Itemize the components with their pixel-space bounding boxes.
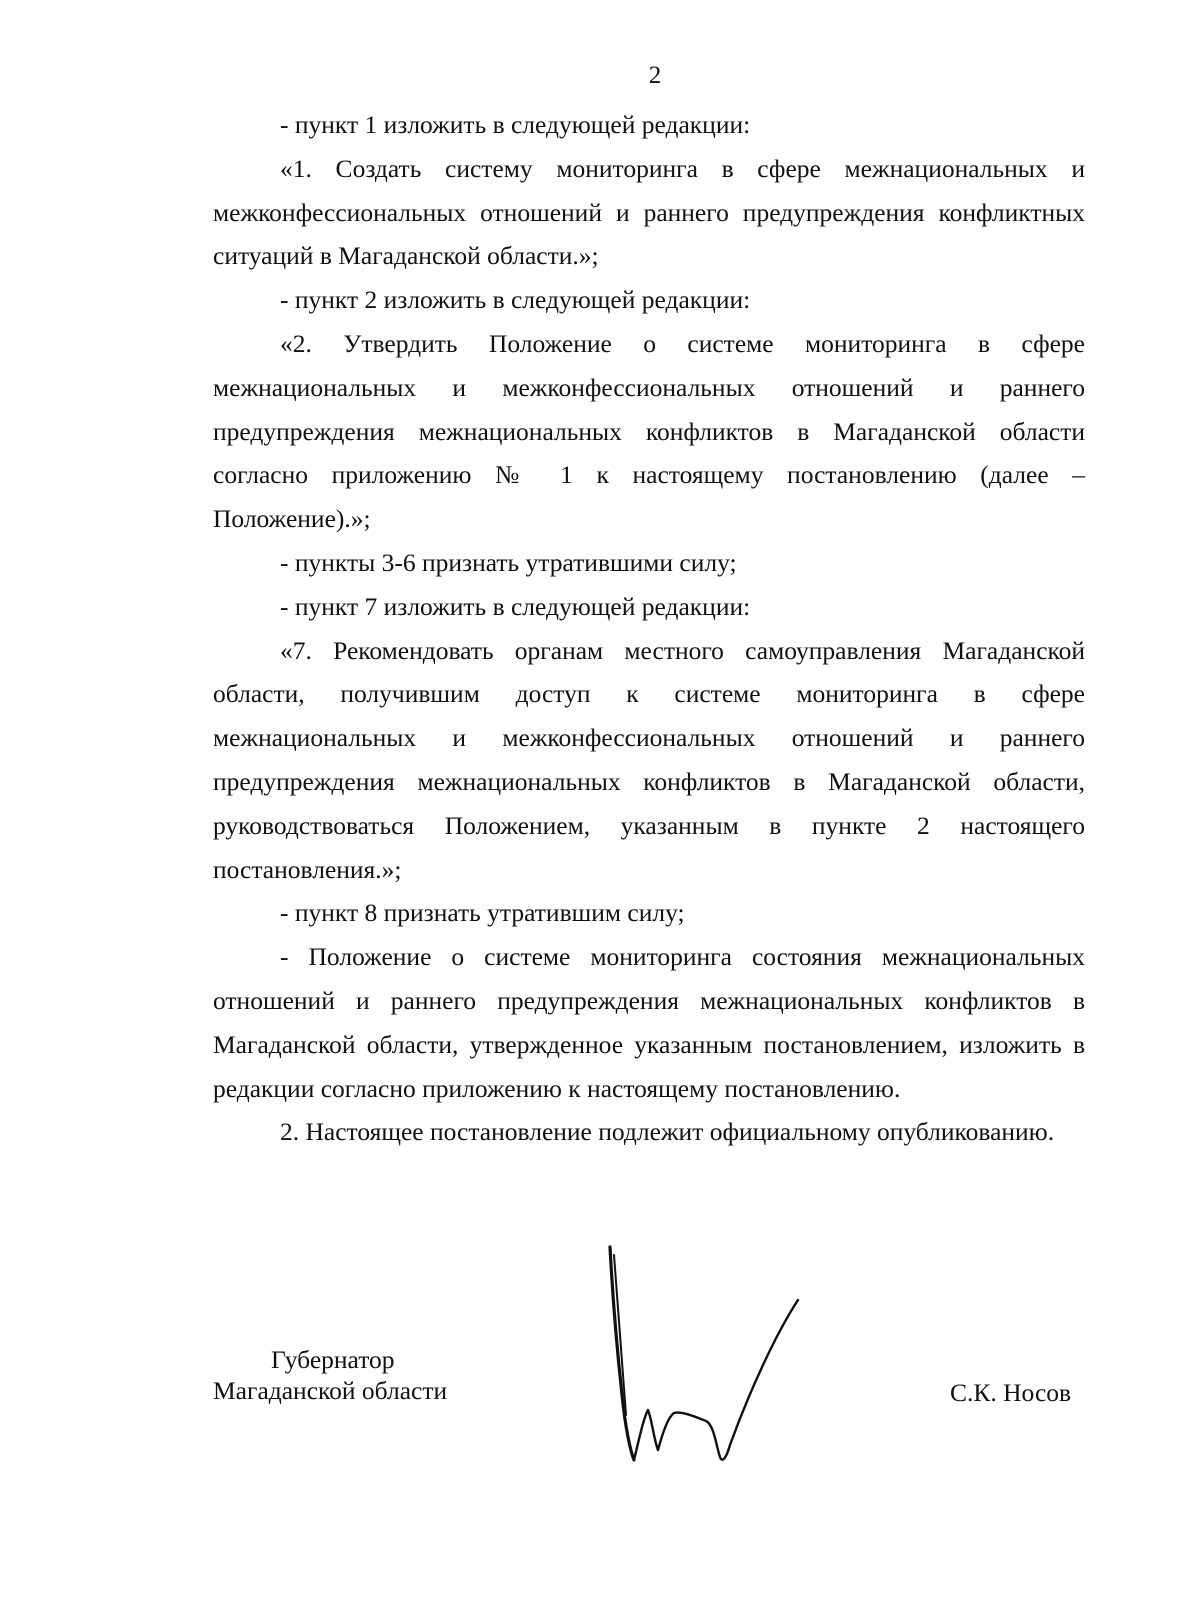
signatory-name: С.К. Носов bbox=[950, 1378, 1072, 1407]
paragraph-item-2-text: «2. Утвердить Положение о системе мониторинга в сфере межнациональных и межконфессиональных отношений и раннего предупреждения межнациональных конфликтов в Магаданской области согласно приложению № 1 к настоящему постановлению (далее – Положение).»; bbox=[213, 328, 1085, 534]
signatory-region: Магаданской области bbox=[213, 1376, 448, 1405]
paragraph-item-1-text: «1. Создать систему мониторинга в сфере межнациональных и межконфессиональных отношений и раннего предупреждения конфликтных ситуаций в Магаданской области.»; bbox=[213, 153, 1085, 271]
paragraph-items-3-6-void: - пункты 3-6 признать утратившими силу; bbox=[280, 547, 737, 577]
paragraph-item-8-void: - пункт 8 признать утратившим силу; bbox=[280, 898, 685, 928]
paragraph-regulation-amend: - Положение о системе мониторинга состояния межнациональных отношений и раннего предупреждения межнациональных конфликтов в Магаданской области, утвержденное указанным постановлением, изложить в редакции согласно приложению к настоящему постановлению. bbox=[213, 942, 1085, 1103]
handwritten-signature bbox=[600, 1245, 840, 1475]
paragraph-item-7-text: «7. Рекомендовать органам местного самоуправления Магаданской области, получившим доступ к системе мониторинга в сфере межнациональных и межконфессиональных отношений и раннего предупреждения межнациональных конфликтов в Магаданской области, руководствоваться Положением, указанным в пункте 2 настоящего постановления.»; bbox=[213, 635, 1085, 884]
signatory-title bbox=[213, 1344, 447, 1406]
paragraph-amend-item-7-intro: - пункт 7 изложить в следующей редакции: bbox=[280, 591, 751, 621]
page-number: 2 bbox=[648, 62, 662, 89]
paragraph-amend-item-1-intro: - пункт 1 изложить в следующей редакции: bbox=[280, 110, 751, 139]
signatory-position: Губернатор bbox=[271, 1345, 395, 1374]
paragraph-amend-item-2-intro: - пункт 2 изложить в следующей редакции: bbox=[280, 285, 751, 315]
document-body bbox=[213, 103, 1085, 1154]
paragraph-publication: 2. Настоящее постановление подлежит официальному опубликованию. bbox=[280, 1117, 1055, 1147]
